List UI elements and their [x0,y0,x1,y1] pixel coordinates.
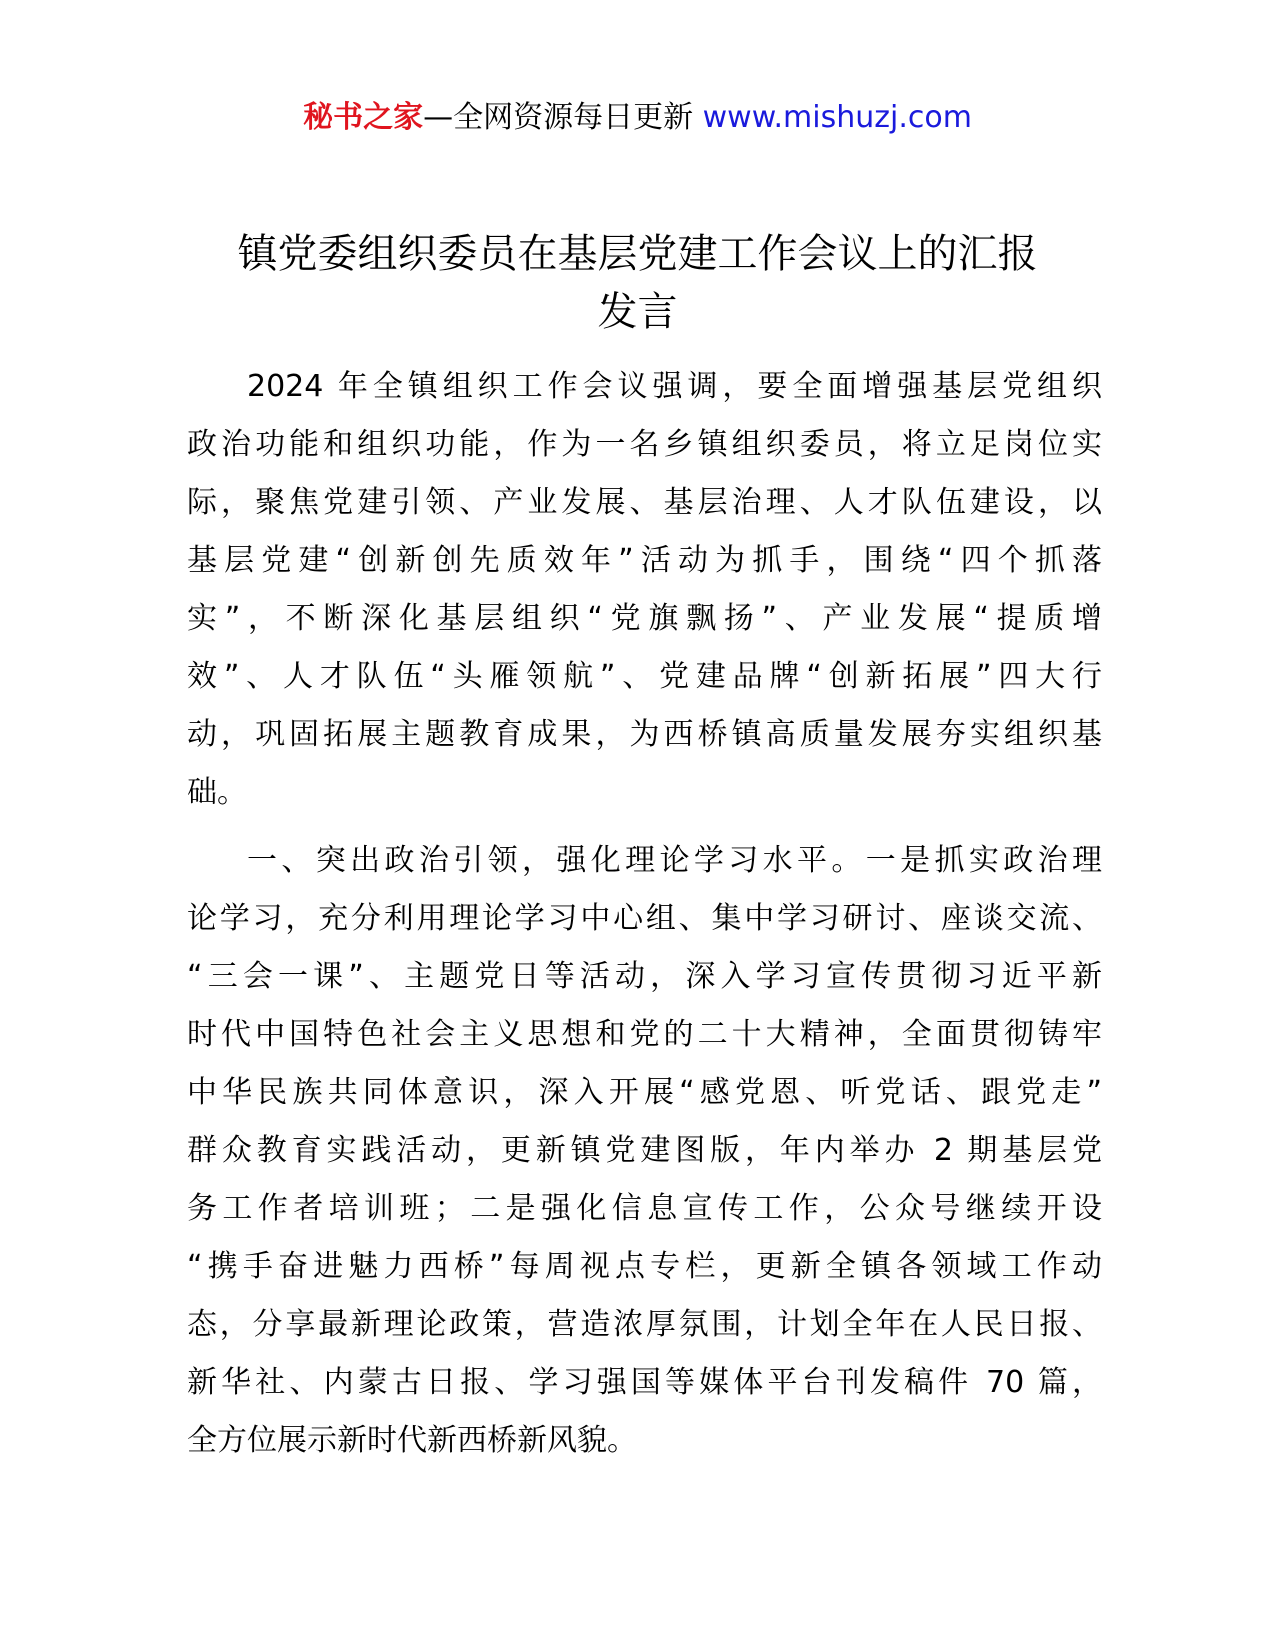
paragraph-line: 一、突出政治引领，强化理论学习水平。一是抓实政治理 [247,843,1102,878]
paragraph-line: 际，聚焦党建引领、产业发展、基层治理、人才队伍建设，以 [187,485,1102,520]
paragraph-line: 新华社、内蒙古日报、学习强国等媒体平台刊发稿件 70 篇， [187,1365,1102,1400]
paragraph-line: 态，分享最新理论政策，营造浓厚氛围，计划全年在人民日报、 [187,1307,1102,1342]
paragraph-line: 础。 [187,775,247,810]
title-line: 发言 [597,289,678,335]
site-header [0,98,1275,138]
paragraph-line: 基层党建“创新创先质效年”活动为抓手，围绕“四个抓落 [187,543,1102,578]
title-line: 镇党委组织委员在基层党建工作会议上的汇报 [237,231,1038,277]
paragraph-line: “三会一课”、主题党日等活动，深入学习宣传贯彻习近平新 [187,959,1102,994]
paragraph-line: 论学习，充分利用理论学习中心组、集中学习研讨、座谈交流、 [187,901,1102,936]
paragraph-line: 效”、人才队伍“头雁领航”、党建品牌“创新拓展”四大行 [187,659,1102,694]
paragraph-line: 政治功能和组织功能，作为一名乡镇组织委员，将立足岗位实 [187,427,1102,462]
paragraph-section-one [187,832,1102,1470]
document-title [170,225,1105,341]
header-tagline: —全网资源每日更新 [423,100,694,135]
paragraph-line: 时代中国特色社会主义思想和党的二十大精神，全面贯彻铸牢 [187,1017,1102,1052]
paragraph-line: 全方位展示新时代新西桥新风貌。 [187,1423,637,1458]
paragraph-line: 动，巩固拓展主题教育成果，为西桥镇高质量发展夯实组织基 [187,717,1102,752]
paragraph-intro [187,358,1102,822]
paragraph-line: 实”，不断深化基层组织“党旗飘扬”、产业发展“提质增 [187,601,1102,636]
paragraph-line: 务工作者培训班；二是强化信息宣传工作，公众号继续开设 [187,1191,1102,1226]
paragraph-line: “携手奋进魅力西桥”每周视点专栏，更新全镇各领域工作动 [187,1249,1102,1284]
brand-name: 秘书之家 [303,100,424,135]
paragraph-line: 中华民族共同体意识，深入开展“感党恩、听党话、跟党走” [187,1075,1102,1110]
paragraph-line: 群众教育实践活动，更新镇党建图版，年内举办 2 期基层党 [187,1133,1102,1168]
paragraph-line: 2024 年全镇组织工作会议强调，要全面增强基层党组织 [247,369,1102,404]
site-url-link[interactable]: www.mishuzj.com [702,100,972,135]
